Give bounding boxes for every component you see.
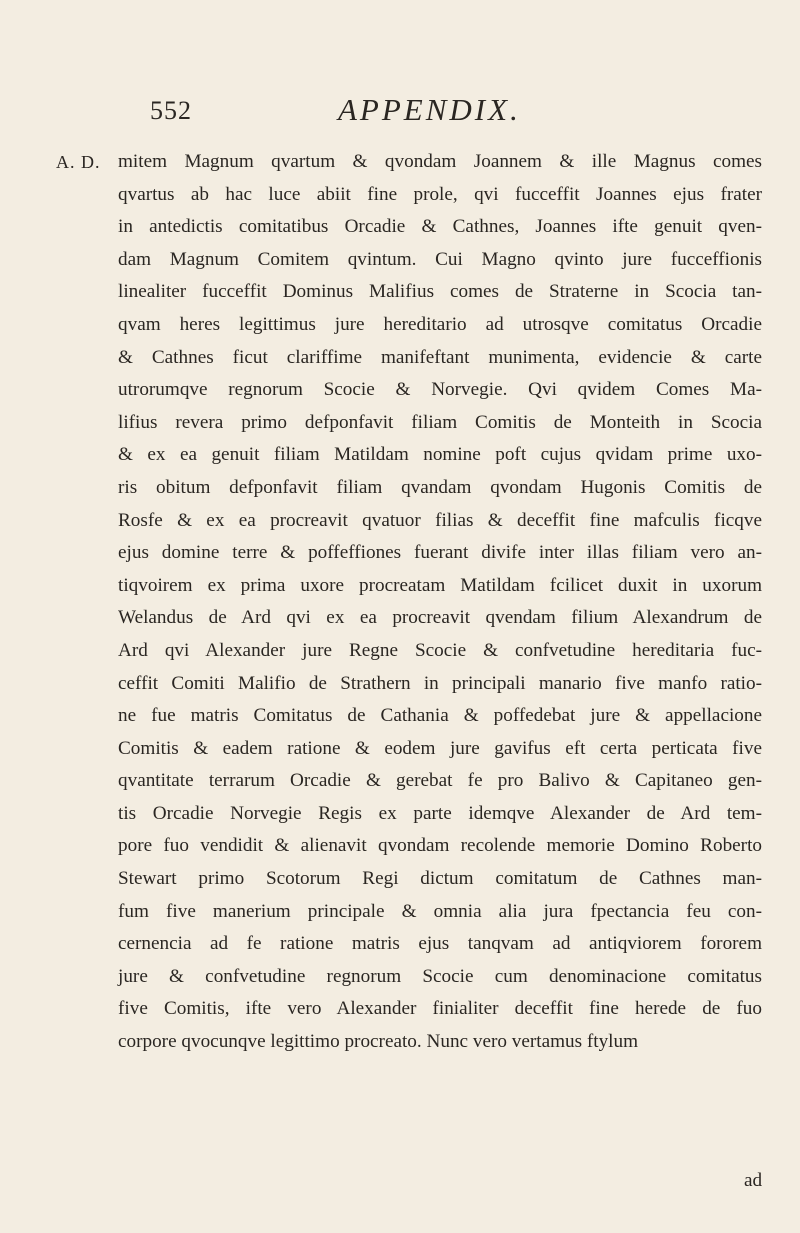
text-line: ejus domine terre & poffeffiones fuerant divife inter illas filiam vero an- — [118, 542, 762, 564]
text-line: tiqvoirem ex prima uxore procreatam Matildam fcilicet duxit in uxorum — [118, 574, 762, 596]
text-line: five Comitis, ifte vero Alexander finialiter deceffit fine herede de fuo — [118, 998, 762, 1020]
text-line: qvantitate terrarum Orcadie & gerebat fe pro Balivo & Capitaneo gen- — [118, 770, 762, 792]
text-line: in antedictis comitatibus Orcadie & Cathnes, Joannes ifte genuit qven- — [118, 216, 762, 238]
text-line: linealiter fucceffit Dominus Malifius comes de Straterne in Scocia tan- — [118, 281, 762, 303]
text-line: Welandus de Ard qvi ex ea procreavit qvendam filium Alexandrum de — [118, 607, 762, 629]
text-line: Ard qvi Alexander jure Regne Scocie & confvetudine hereditaria fuc- — [118, 639, 762, 661]
body-text — [118, 146, 762, 1059]
text-line: qvam heres legittimus jure hereditario ad utrosqve comitatus Orcadie — [118, 313, 762, 335]
text-line: & Cathnes ficut clariffime manifeftant munimenta, evidencie & carte — [118, 346, 762, 368]
text-line: dam Magnum Comitem qvintum. Cui Magno qvinto jure fucceffionis — [118, 248, 762, 270]
text-line: ris obitum defponfavit filiam qvandam qvondam Hugonis Comitis de — [118, 476, 762, 498]
text-line: jure & confvetudine regnorum Scocie cum denominacione comitatus — [118, 965, 762, 987]
text-line: qvartus ab hac luce abiit fine prole, qvi fucceffit Joannes ejus frater — [118, 183, 762, 205]
text-line: ne fue matris Comitatus de Cathania & poffedebat jure & appellacione — [118, 705, 762, 727]
catchword: ad — [744, 1170, 763, 1191]
text-line: fum five manerium principale & omnia alia jura fpectancia feu con- — [118, 900, 762, 922]
text-line: ceffit Comiti Malifio de Strathern in principali manario five manfo ratio- — [118, 672, 762, 694]
text-line: & ex ea genuit filiam Matildam nomine poft cujus qvidam prime uxo- — [118, 444, 762, 466]
running-head: APPENDIX. — [338, 92, 521, 127]
text-line: lifius revera primo defponfavit filiam Comitis de Monteith in Scocia — [118, 411, 762, 433]
text-line: Comitis & eadem ratione & eodem jure gavifus eft certa perticata five — [118, 737, 762, 759]
text-line: Rosfe & ex ea procreavit qvatuor filias & deceffit fine mafculis ficqve — [118, 509, 762, 531]
text-line: utrorumqve regnorum Scocie & Norvegie. Qvi qvidem Comes Ma- — [118, 379, 762, 401]
text-line: pore fuo vendidit & alienavit qvondam recolende memorie Domino Roberto — [118, 835, 762, 857]
text-line: corpore qvocunqve legittimo procreato. Nunc vero vertamus ftylum — [118, 1031, 639, 1053]
text-line: Stewart primo Scotorum Regi dictum comitatum de Cathnes man- — [118, 868, 762, 890]
year-marker: A. D. — [56, 152, 101, 172]
text-line: tis Orcadie Norvegie Regis ex parte idemqve Alexander de Ard tem- — [118, 802, 762, 824]
page-number: 552 — [150, 96, 192, 125]
text-line: cernencia ad fe ratione matris ejus tanqvam ad antiqviorem fororem — [118, 933, 762, 955]
text-line: mitem Magnum qvartum & qvondam Joannem & ille Magnus comes — [118, 151, 762, 172]
